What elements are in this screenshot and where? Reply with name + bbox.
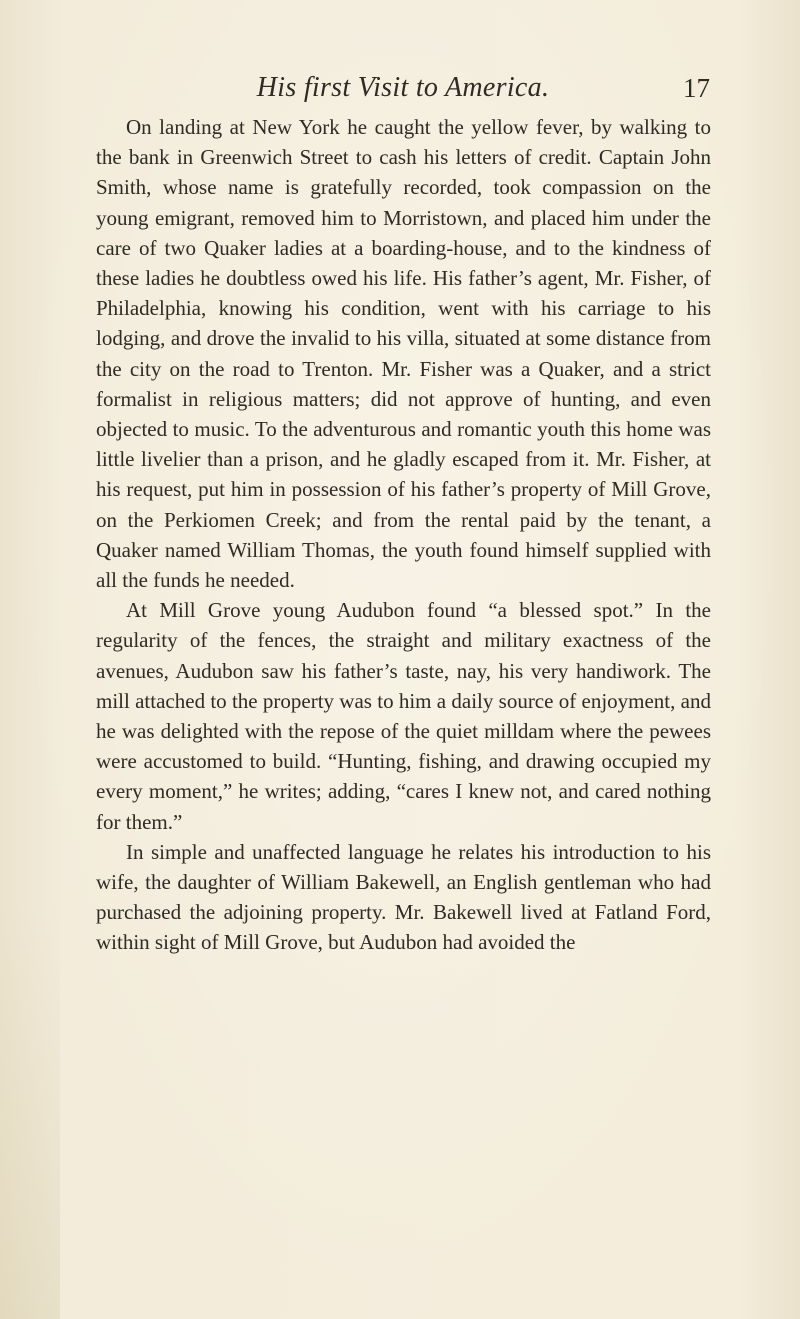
page-number: 17 <box>683 73 710 103</box>
paragraph-2: At Mill Grove young Audubon found “a blessed spot.” In the regularity of the fences, the straight and military exactness of the avenues, Audubon saw his father’s taste, nay, his very handiwork. The mill attached to the property was to him a daily source of enjoyment, and he was delighted with the repose of the quiet milldam where the pewees were accustomed to build. “Hunting, fishing, and drawing occupied my every moment,” he writes; adding, “cares I knew not, and cared nothing for them.” <box>96 598 711 834</box>
paragraph-1: On landing at New York he caught the yellow fever, by walking to the bank in Greenwich Street to cash his letters of credit. Captain John Smith, whose name is gratefully recorded, took compassion on the young emigrant, removed him to Morristown, and placed him under the care of two Quaker ladies at a boarding-house, and to the kindness of these ladies he doubtless owed his life. His father’s agent, Mr. Fisher, of Philadelphia, knowing his condition, went with his carriage to his lodging, and drove the invalid to his villa, situated at some distance from the city on the road to Trenton. Mr. Fisher was a Quaker, and a strict formalist in religious matters; did not approve of hunting, and even objected to music. To the adventurous and romantic youth this home was little livelier than a prison, and he gladly escaped from it. Mr. Fisher, at his request, put him in possession of his father’s property of Mill Grove, on the Perkiomen Creek; and from the rental paid by the tenant, a Quaker named William Thomas, the youth found himself supplied with all the funds he needed. <box>96 115 711 593</box>
body-text <box>96 112 711 958</box>
paragraph-3: In simple and unaffected language he relates his introduction to his wife, the daughter of William Bakewell, an English gentleman who had purchased the adjoining property. Mr. Bakewell lived at Fatland Ford, within sight of Mill Grove, but Audubon had avoided the <box>96 839 711 955</box>
page-stain <box>0 899 60 1319</box>
running-title: His first Visit to America. <box>256 72 550 103</box>
page-header <box>96 68 710 108</box>
